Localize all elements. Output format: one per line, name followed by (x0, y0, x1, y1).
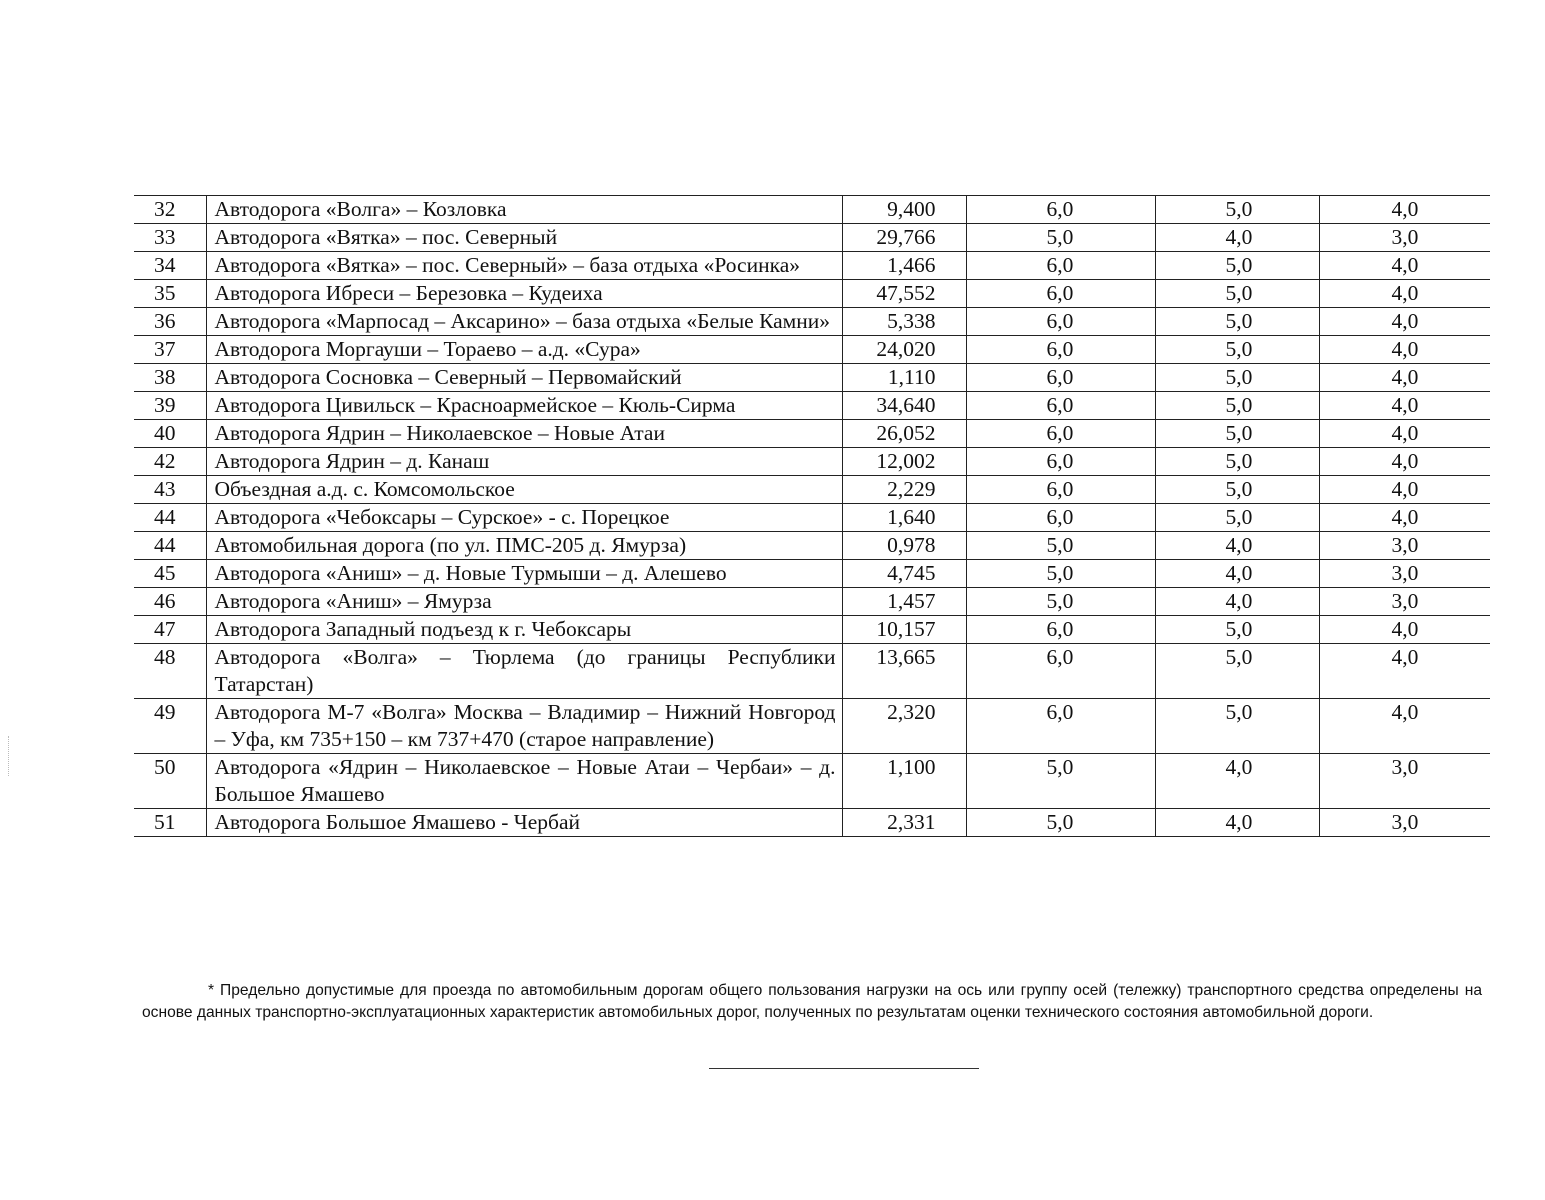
row-number: 34 (134, 252, 206, 280)
footnote: * Предельно допустимые для проезда по автомобильным дорогам общего пользования нагрузки на ось или группу осей (тележку) транспортного средства определены на основе данных транспортно-эксплуатационных характеристик автомобильных дорог, полученных по результатам оценки технического состояния автомобильной дороги. (142, 982, 1482, 1021)
scan-margin-mark (8, 736, 11, 776)
road-length: 1,100 (842, 754, 966, 809)
axle-load-3: 4,0 (1319, 364, 1490, 392)
table-row (134, 809, 1490, 837)
road-name: Автодорога «Аниш» – Ямурза (206, 588, 842, 616)
row-number: 42 (134, 448, 206, 476)
axle-load-3: 3,0 (1319, 809, 1490, 837)
axle-load-1: 6,0 (966, 196, 1155, 224)
row-number: 46 (134, 588, 206, 616)
table-row (134, 420, 1490, 448)
axle-load-2: 5,0 (1155, 252, 1319, 280)
axle-load-1: 6,0 (966, 336, 1155, 364)
road-name: Автодорога «Аниш» – д. Новые Турмыши – д. Алешево (206, 560, 842, 588)
axle-load-2: 4,0 (1155, 560, 1319, 588)
axle-load-2: 5,0 (1155, 476, 1319, 504)
end-divider (709, 1068, 979, 1069)
road-name: Автодорога Большое Ямашево - Чербай (206, 809, 842, 837)
axle-load-2: 4,0 (1155, 754, 1319, 809)
table-row (134, 280, 1490, 308)
table-row (134, 532, 1490, 560)
road-length: 2,320 (842, 699, 966, 754)
road-name: Автодорога Сосновка – Северный – Первомайский (206, 364, 842, 392)
road-name: Автомобильная дорога (по ул. ПМС-205 д. Ямурза) (206, 532, 842, 560)
axle-load-2: 5,0 (1155, 504, 1319, 532)
axle-load-1: 5,0 (966, 588, 1155, 616)
axle-load-2: 5,0 (1155, 644, 1319, 699)
axle-load-3: 4,0 (1319, 280, 1490, 308)
axle-load-2: 5,0 (1155, 336, 1319, 364)
axle-load-3: 3,0 (1319, 532, 1490, 560)
axle-load-2: 5,0 (1155, 364, 1319, 392)
table-row (134, 754, 1490, 809)
axle-load-1: 6,0 (966, 280, 1155, 308)
axle-load-3: 4,0 (1319, 336, 1490, 364)
axle-load-1: 5,0 (966, 532, 1155, 560)
table-row (134, 560, 1490, 588)
axle-load-1: 6,0 (966, 448, 1155, 476)
road-length: 1,110 (842, 364, 966, 392)
table-row (134, 336, 1490, 364)
row-number: 36 (134, 308, 206, 336)
axle-load-3: 3,0 (1319, 754, 1490, 809)
row-number: 44 (134, 504, 206, 532)
axle-load-2: 5,0 (1155, 420, 1319, 448)
axle-load-1: 6,0 (966, 616, 1155, 644)
row-number: 51 (134, 809, 206, 837)
row-number: 47 (134, 616, 206, 644)
road-length: 29,766 (842, 224, 966, 252)
axle-load-3: 4,0 (1319, 420, 1490, 448)
row-number: 38 (134, 364, 206, 392)
road-name: Автодорога Моргауши – Тораево – а.д. «Сура» (206, 336, 842, 364)
road-name: Автодорога Цивильск – Красноармейское – Кюль-Сирма (206, 392, 842, 420)
axle-load-2: 5,0 (1155, 280, 1319, 308)
axle-load-3: 4,0 (1319, 644, 1490, 699)
row-number: 43 (134, 476, 206, 504)
road-name: Автодорога «Чебоксары – Сурское» - с. Порецкое (206, 504, 842, 532)
axle-load-2: 4,0 (1155, 809, 1319, 837)
axle-load-3: 3,0 (1319, 588, 1490, 616)
row-number: 35 (134, 280, 206, 308)
axle-load-1: 5,0 (966, 754, 1155, 809)
axle-load-3: 4,0 (1319, 196, 1490, 224)
row-number: 33 (134, 224, 206, 252)
road-name: Объездная а.д. с. Комсомольское (206, 476, 842, 504)
axle-load-1: 6,0 (966, 364, 1155, 392)
road-length: 34,640 (842, 392, 966, 420)
table-row (134, 252, 1490, 280)
table-row (134, 504, 1490, 532)
roads-table (134, 195, 1490, 837)
axle-load-3: 4,0 (1319, 476, 1490, 504)
row-number: 32 (134, 196, 206, 224)
axle-load-1: 6,0 (966, 392, 1155, 420)
road-length: 2,229 (842, 476, 966, 504)
table-row (134, 476, 1490, 504)
axle-load-1: 5,0 (966, 560, 1155, 588)
road-name: Автодорога М-7 «Волга» Москва – Владимир – Нижний Новгород – Уфа, км 735+150 – км 737+470 (старое направление) (206, 699, 842, 754)
road-length: 1,466 (842, 252, 966, 280)
axle-load-1: 6,0 (966, 308, 1155, 336)
table-row (134, 448, 1490, 476)
axle-load-1: 6,0 (966, 252, 1155, 280)
road-name: Автодорога Ибреси – Березовка – Кудеиха (206, 280, 842, 308)
road-length: 26,052 (842, 420, 966, 448)
axle-load-2: 4,0 (1155, 588, 1319, 616)
road-length: 0,978 (842, 532, 966, 560)
road-name: Автодорога «Марпосад – Аксарино» – база отдыха «Белые Камни» (206, 308, 842, 336)
axle-load-3: 3,0 (1319, 224, 1490, 252)
table-row (134, 699, 1490, 754)
road-length: 24,020 (842, 336, 966, 364)
table-row (134, 364, 1490, 392)
axle-load-2: 5,0 (1155, 699, 1319, 754)
table-row (134, 616, 1490, 644)
roads-table-body (134, 196, 1490, 837)
axle-load-2: 5,0 (1155, 196, 1319, 224)
road-length: 2,331 (842, 809, 966, 837)
row-number: 48 (134, 644, 206, 699)
axle-load-2: 5,0 (1155, 308, 1319, 336)
axle-load-1: 6,0 (966, 504, 1155, 532)
axle-load-1: 6,0 (966, 476, 1155, 504)
table-row (134, 644, 1490, 699)
axle-load-3: 4,0 (1319, 504, 1490, 532)
row-number: 50 (134, 754, 206, 809)
road-name: Автодорога «Волга» – Козловка (206, 196, 842, 224)
road-length: 1,640 (842, 504, 966, 532)
road-name: Автодорога Ядрин – д. Канаш (206, 448, 842, 476)
road-length: 5,338 (842, 308, 966, 336)
axle-load-2: 5,0 (1155, 616, 1319, 644)
road-length: 10,157 (842, 616, 966, 644)
axle-load-1: 6,0 (966, 420, 1155, 448)
road-length: 1,457 (842, 588, 966, 616)
axle-load-3: 4,0 (1319, 448, 1490, 476)
row-number: 49 (134, 699, 206, 754)
axle-load-3: 4,0 (1319, 392, 1490, 420)
row-number: 39 (134, 392, 206, 420)
road-name: Автодорога «Ядрин – Николаевское – Новые Атаи – Чербаи» – д. Большое Ямашево (206, 754, 842, 809)
row-number: 45 (134, 560, 206, 588)
axle-load-2: 5,0 (1155, 392, 1319, 420)
axle-load-3: 3,0 (1319, 560, 1490, 588)
axle-load-1: 5,0 (966, 224, 1155, 252)
axle-load-2: 4,0 (1155, 224, 1319, 252)
road-name: Автодорога «Вятка» – пос. Северный (206, 224, 842, 252)
road-length: 9,400 (842, 196, 966, 224)
table-row (134, 224, 1490, 252)
table-row (134, 308, 1490, 336)
road-name: Автодорога Западный подъезд к г. Чебоксары (206, 616, 842, 644)
road-name: Автодорога «Волга» – Тюрлема (до границы Республики Татарстан) (206, 644, 842, 699)
row-number: 37 (134, 336, 206, 364)
table-row (134, 588, 1490, 616)
road-name: Автодорога Ядрин – Николаевское – Новые Атаи (206, 420, 842, 448)
table-row (134, 196, 1490, 224)
axle-load-1: 6,0 (966, 644, 1155, 699)
axle-load-1: 6,0 (966, 699, 1155, 754)
axle-load-1: 5,0 (966, 809, 1155, 837)
road-length: 12,002 (842, 448, 966, 476)
road-length: 47,552 (842, 280, 966, 308)
axle-load-2: 5,0 (1155, 448, 1319, 476)
axle-load-3: 4,0 (1319, 699, 1490, 754)
axle-load-2: 4,0 (1155, 532, 1319, 560)
row-number: 44 (134, 532, 206, 560)
axle-load-3: 4,0 (1319, 252, 1490, 280)
axle-load-3: 4,0 (1319, 308, 1490, 336)
road-name: Автодорога «Вятка» – пос. Северный» – база отдыха «Росинка» (206, 252, 842, 280)
axle-load-3: 4,0 (1319, 616, 1490, 644)
road-length: 4,745 (842, 560, 966, 588)
road-length: 13,665 (842, 644, 966, 699)
table-row (134, 392, 1490, 420)
row-number: 40 (134, 420, 206, 448)
